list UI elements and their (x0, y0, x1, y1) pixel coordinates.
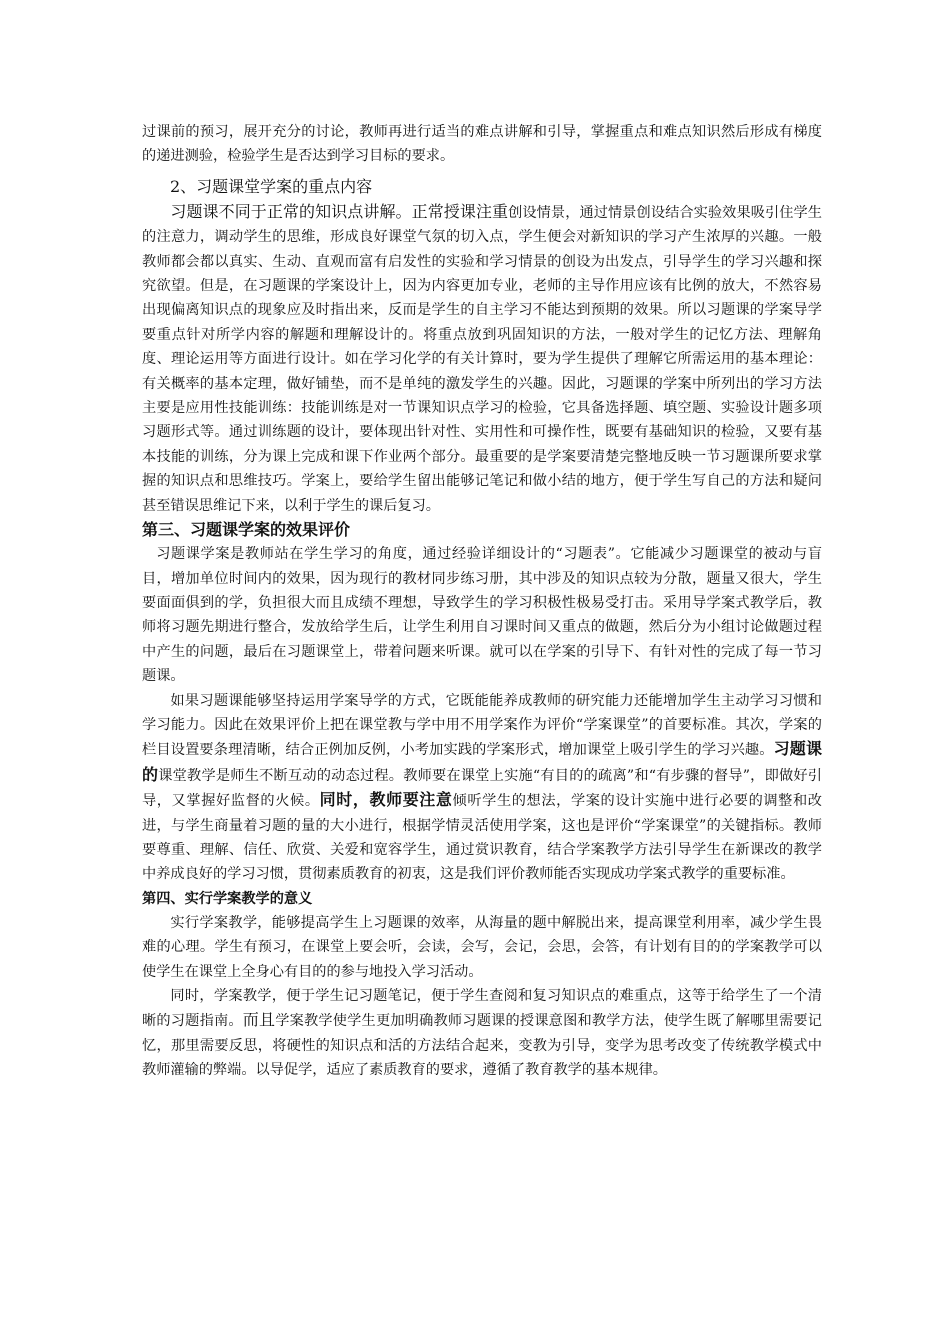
paragraph-effect-2-emphasis-a: 习题课的 (142, 739, 822, 784)
paragraph-significance-2-emphasis: 而且 (242, 1010, 276, 1030)
paragraph-effect-2-part-a: 如果习题课能够坚持运用学案导学的方式，它既能能养成教师的研究能力还能增加学生主动学习习惯和学习能力。因此在效果评价上把在课堂教与学中用不用学案作为评价“学案课堂”的首要标准。其次，学案的栏目设置要条理清晰，结合正例加反例，小考加实践的学案形式，增加课堂上吸引学生的学习兴趣。 (142, 692, 822, 759)
paragraph-key-content (142, 200, 822, 518)
heading-significance: 第四、实行学案教学的意义 (142, 890, 313, 907)
subheading-key-content: 2、习题课堂学案的重点内容 (170, 176, 373, 196)
document-page (142, 120, 822, 1083)
paragraph-effect-2 (142, 689, 822, 887)
paragraph-effect-2-part-c: 课堂教学是师生不断互动的动态过程。教师要在课堂上实施“有目的的疏离”和“有步骤的督导”，即做好引导，又掌握好监督的火候。 (142, 767, 822, 810)
paragraph-significance-2-part-c: 学案教学使学生更加明确教师习题课的授课意图和教学方法，使学生既了解哪里需要记忆，那里需要反思，将硬性的知识点和活的方法结合起来，变教为引导，变学为思考改变了传统教学模式中教师灌输的弊端。以导促学，适应了素质教育的要求，遵循了教育教学的基本规律。 (142, 1013, 822, 1079)
paragraph-key-content-lead: 习题课不同于正常的知识点讲解。正常授课注重 (170, 201, 509, 221)
paragraph-intro: 过课前的预习，展开充分的讨论，教师再进行适当的难点讲解和引导，掌握重点和难点知识然后形成有梯度的递进测验，检验学生是否达到学习目标的要求。 (142, 124, 822, 165)
paragraph-effect-2-part-e: 倾听学生的想法，学案的设计实施中进行必要的调整和改进，与学生商量着习题的量的大小进行，根据学情灵活使用学案，这也是评价“学案课堂”的关键指标。教师要尊重、理解、信任、欣赏、关爱和宽容学生，通过赏识教育，结合学案教学方法引导学生在新课改的教学中养成良好的学习习惯，贯彻素质教育的初衷，这是我们评价教师能否实现成功学案式教学的重要标准。 (142, 793, 822, 883)
paragraph-effect-2-emphasis-b: 同时，教师要注意 (319, 790, 453, 810)
paragraph-significance-1: 实行学案教学，能够提高学生上习题课的效率，从海量的题中解脱出来，提高课堂利用率，减少学生畏难的心理。学生有预习，在课堂上要会听，会读，会写，会记，会思，会答，有计划有目的的学案教学可以使学生在课堂上全身心有目的的参与地投入学习活动。 (142, 914, 822, 980)
paragraph-effect-1: 习题课学案是教师站在学生学习的角度，通过经验详细设计的“习题表”。它能减少习题课堂的被动与盲目，增加单位时间内的效果，因为现行的教材同步练习册，其中涉及的知识点较为分散，题量又很大，学生要面面俱到的学，负担很大而且成绩不理想，导致学生的学习积极性极易受打击。采用导学案式教学后，教师将习题先期进行整合，发放给学生后，让学生利用自习课时间又重点的做题，然后分为小组讨论做题过程中产生的问题，最后在习题课堂上，带着问题来听课。就可以在学案的引导下、有针对性的完成了每一节习题课。 (142, 546, 822, 685)
paragraph-key-content-body: 创设情景，通过情景创设结合实验效果吸引住学生的注意力，调动学生的思维，形成良好课堂气氛的切入点，学生便会对新知识的学习产生浓厚的兴趣。一般教师都会都以真实、生动、直观而富有启发性的实验和学习情景的创设为出发点，引导学生的学习兴趣和探究欲望。但是，在习题课的学案设计上，因为内容更加专业，老师的主导作用应该有比例的放大，不然容易出现偏离知识点的现象应及时指出来，反而是学生的自主学习不能达到预期的效果。所以习题课的学案导学要重点针对所学内容的解题和理解设计的。将重点放到巩固知识的方法，一般对学生的记忆方法、理解角度、理论运用等方面进行设计。如在学习化学的有关计算时，要为学生提供了理解它所需运用的基本理论：有关概率的基本定理，做好铺垫，而不是单纯的激发学生的兴趣。因此，习题课的学案中所列出的学习方法主要是应用性技能训练：技能训练是对一节课知识点学习的检验，它具备选择题、填空题、实验设计题多项习题形式等。通过训练题的设计，要体现出针对性、实用性和可操作性，既要有基础知识的检验，又要有基本技能的训练，分为课上完成和课下作业两个部分。最重要的是学案要清楚完整地反映一节习题课所要求掌握的知识点和思维技巧。学案上，要给学生留出能够记笔记和做小结的地方，便于学生写自己的方法和疑问甚至错误思维记下来，以利于学生的课后复习。 (142, 204, 822, 514)
heading-effect-evaluation: 第三、习题课学案的效果评价 (142, 520, 351, 540)
paragraph-significance-2-part-a: 同时，学案教学，便于学生记习题笔记，便于学生查阅和复习知识点的难重点，这等于给学生了一个清晰的习题指南。 (142, 988, 822, 1030)
paragraph-significance-2 (142, 984, 822, 1083)
